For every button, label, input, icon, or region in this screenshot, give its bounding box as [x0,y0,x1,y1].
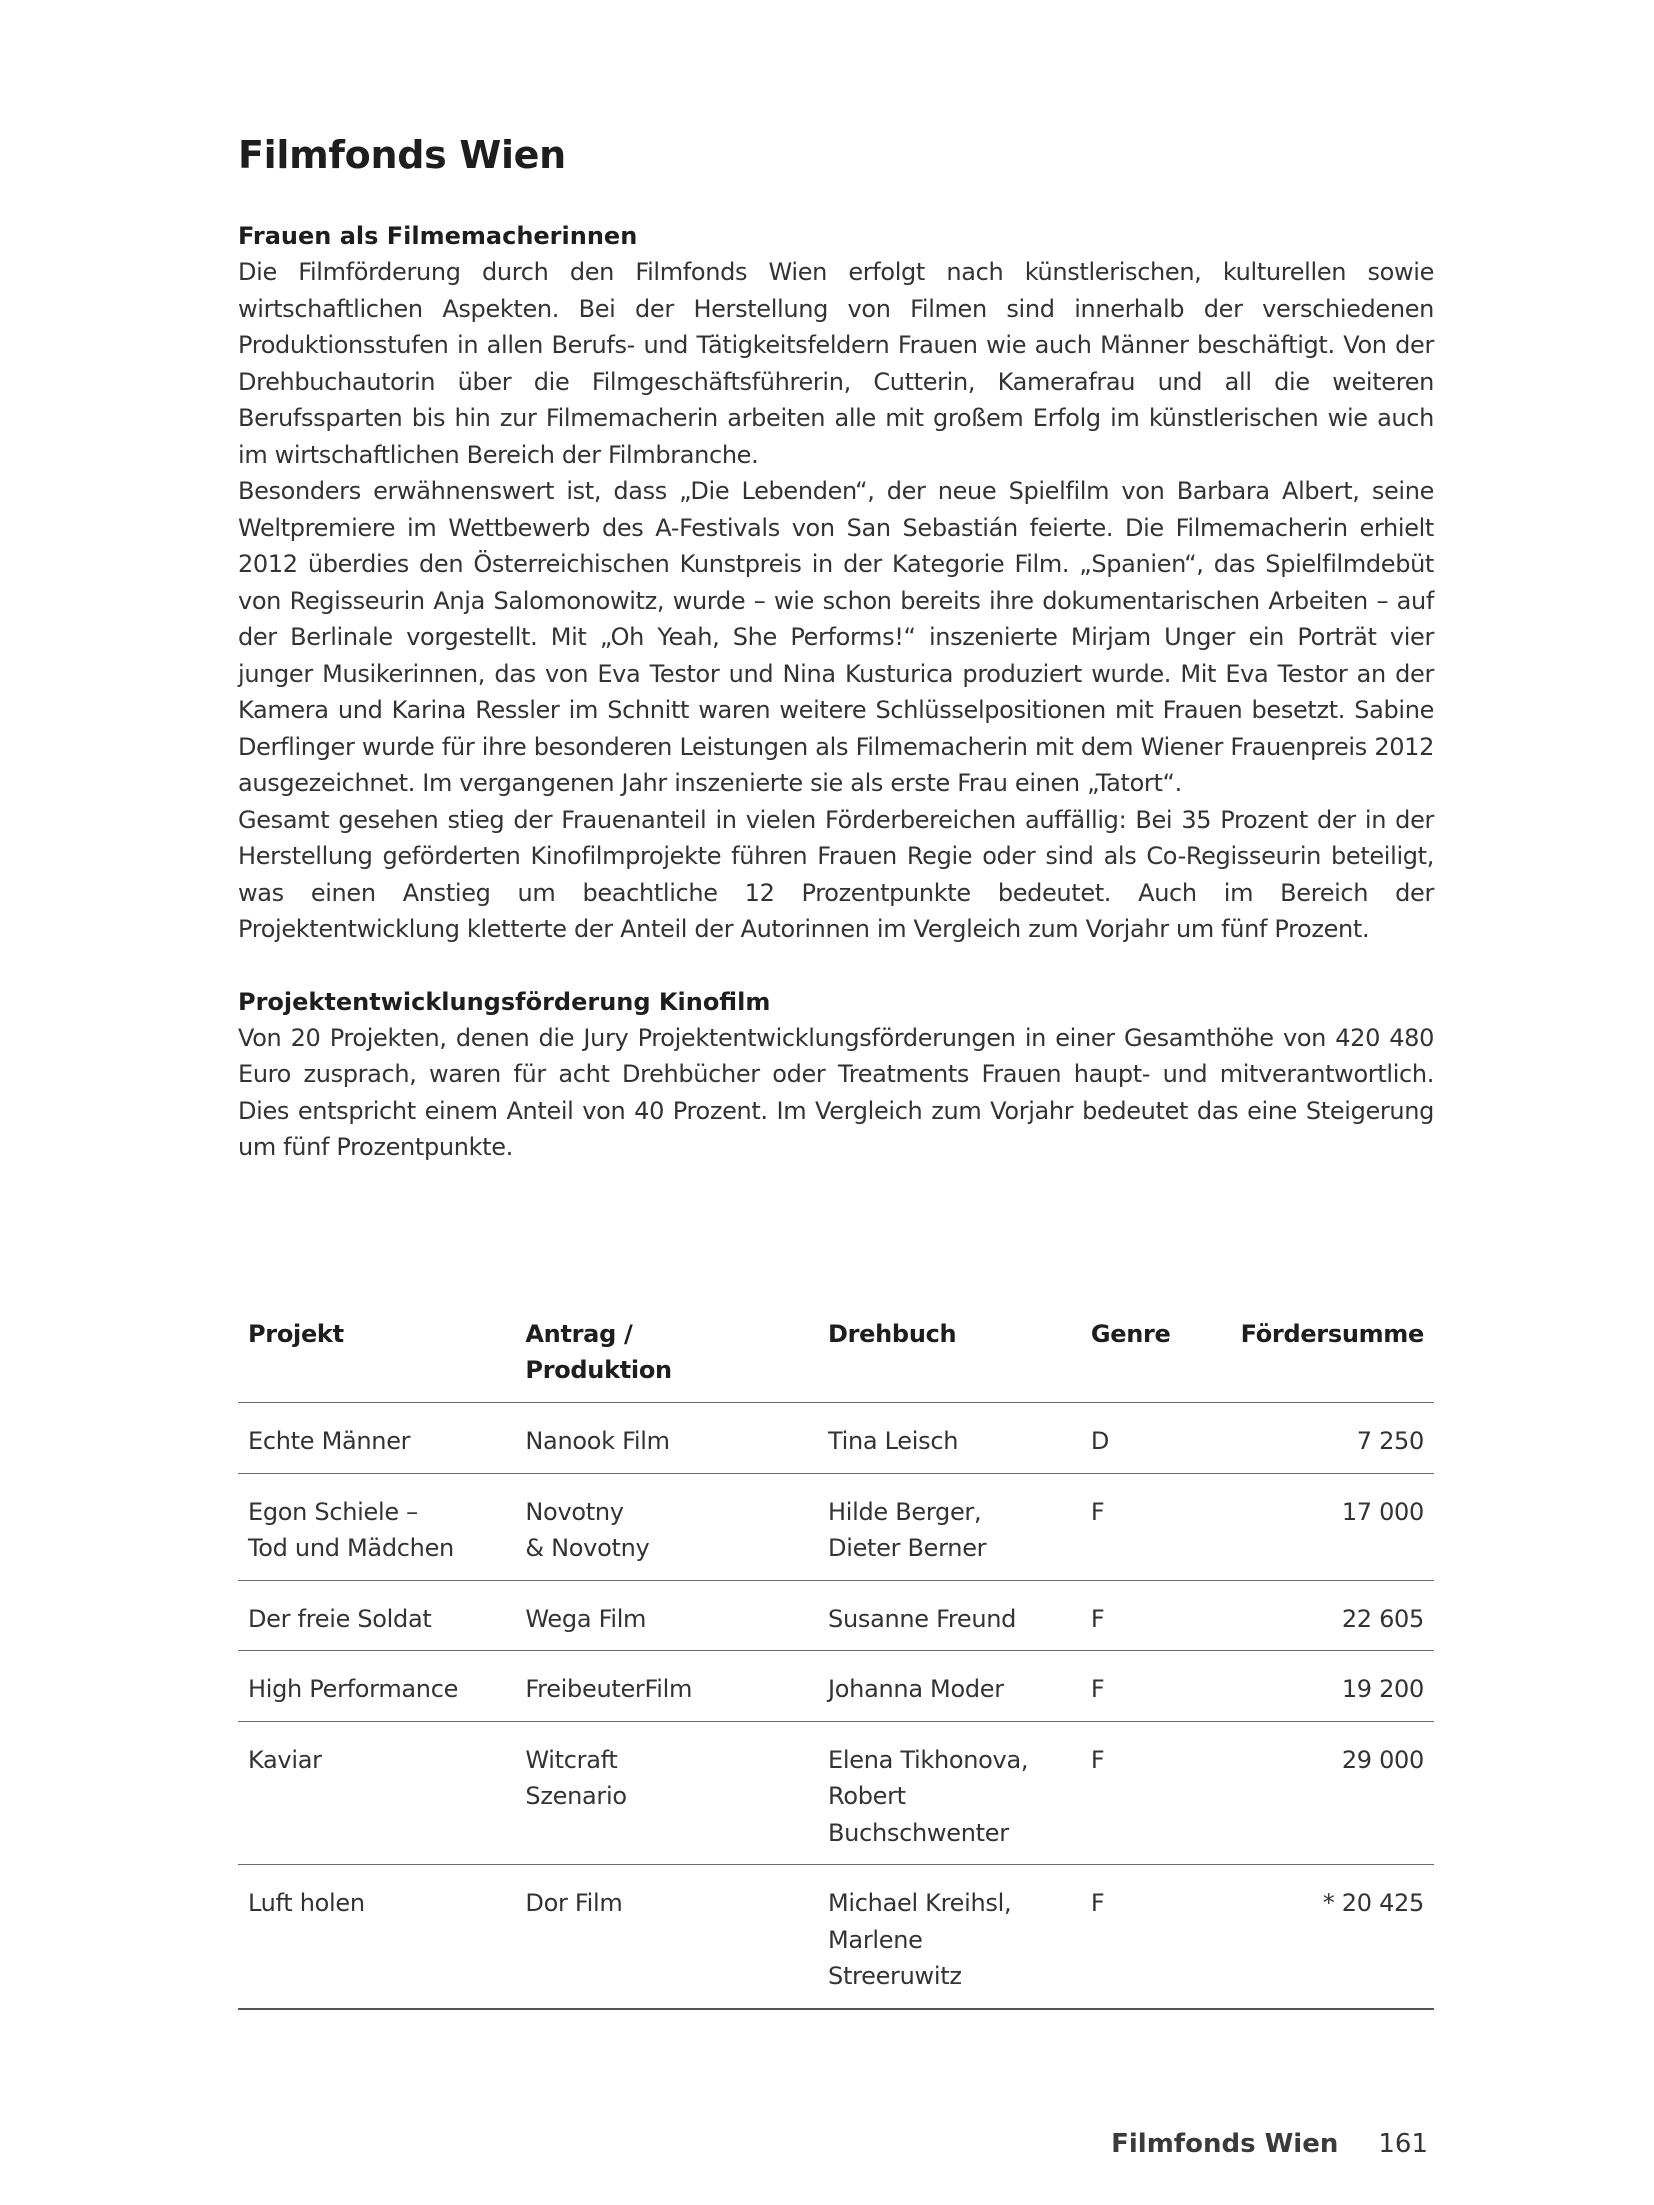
paragraph: Von 20 Projekten, denen die Jury Projektentwicklungsförderungen in einer Gesamthöhe von 420 480 Euro zusprach, waren für acht Drehbücher oder Treatments Frauen haupt- und mitverantwortlich. Dies entspricht einem Anteil von 40 Prozent. Im Vergleich zum Vorjahr bedeutet das eine Steigerung um fünf Prozentpunkte. [238,1023,1434,1161]
column-header-genre: Genre [1081,1300,1231,1403]
table-row [238,1865,1434,2009]
cell-drehbuch: Hilde Berger, Dieter Berner [818,1473,1081,1580]
cell-genre: F [1081,1651,1231,1722]
section-heading: Projektentwicklungsförderung Kinofilm [238,987,771,1016]
cell-projekt: High Performance [238,1651,515,1722]
cell-drehbuch: Susanne Freund [818,1580,1081,1651]
cell-projekt: Echte Männer [238,1403,515,1474]
cell-drehbuch: Johanna Moder [818,1651,1081,1722]
cell-produktion: Dor Film [515,1865,818,2009]
cell-drehbuch: Tina Leisch [818,1403,1081,1474]
cell-genre: F [1081,1865,1231,2009]
cell-drehbuch: Michael Kreihsl, Marlene Streeruwitz [818,1865,1081,2009]
cell-foerdersumme: 17 000 [1231,1473,1434,1580]
column-header-projekt: Projekt [238,1300,515,1403]
page-title: Filmfonds Wien [238,133,566,177]
page-footer [1111,2124,1428,2164]
paragraph: Besonders erwähnenswert ist, dass „Die Lebenden“, der neue Spielfilm von Barbara Albert, seine Weltpremiere im Wettbewerb des A-Festivals von San Sebastián feierte. Die Filmemacherin erhielt 2012 überdies den Österreichischen Kunstpreis in der Kategorie Film. „Spanien“, das Spielfilmdebüt von Regisseurin Anja Salomonowitz, wurde – wie schon bereits ihre dokumentarischen Arbeiten – auf der Berlinale vorgestellt. Mit „Oh Yeah, She Performs!“ inszenierte Mirjam Unger ein Porträt vier junger Musikerinnen, das von Eva Testor und Nina Kusturica produziert wurde. Mit Eva Testor an der Kamera und Karina Ressler im Schnitt waren weitere Schlüsselpositionen mit Frauen besetzt. Sabine Derflinger wurde für ihre besonderen Leistungen als Filmemacherin mit dem Wiener Frauenpreis 2012 ausgezeichnet. Im vergangenen Jahr inszenierte sie als erste Frau einen „Tatort“. [238,477,1434,797]
section-frauen-als-filmemacherinnen [238,218,1434,948]
page-content [238,130,1434,1166]
column-header-antrag-produktion: Antrag / Produktion [515,1300,818,1403]
cell-produktion: Novotny & Novotny [515,1473,818,1580]
cell-produktion: Witcraft Szenario [515,1721,818,1865]
cell-foerdersumme: 19 200 [1231,1651,1434,1722]
cell-projekt: Kaviar [238,1721,515,1865]
column-header-drehbuch: Drehbuch [818,1300,1081,1403]
cell-produktion: Wega Film [515,1580,818,1651]
cell-projekt: Egon Schiele – Tod und Mädchen [238,1473,515,1580]
cell-foerdersumme: 29 000 [1231,1721,1434,1865]
cell-produktion: FreibeuterFilm [515,1651,818,1722]
cell-projekt: Luft holen [238,1865,515,2009]
section-projektentwicklungsfoerderung [238,984,1434,1166]
table-row [238,1403,1434,1474]
column-header-foerdersumme: Fördersumme [1231,1300,1434,1403]
table-row [238,1721,1434,1865]
cell-produktion: Nanook Film [515,1403,818,1474]
funding-table [238,1300,1434,2010]
section-heading: Frauen als Filmemacherinnen [238,222,638,250]
cell-foerdersumme: 7 250 [1231,1403,1434,1474]
cell-projekt: Der freie Soldat [238,1580,515,1651]
cell-genre: F [1081,1721,1231,1865]
table-header-row [238,1300,1434,1403]
cell-drehbuch: Elena Tikhonova, Robert Buchschwenter [818,1721,1081,1865]
cell-foerdersumme: * 20 425 [1231,1865,1434,2009]
cell-genre: F [1081,1473,1231,1580]
table-row [238,1473,1434,1580]
table-row [238,1580,1434,1651]
paragraph: Die Filmförderung durch den Filmfonds Wien erfolgt nach künstlerischen, kulturellen sowie wirtschaftlichen Aspekten. Bei der Herstellung von Filmen sind innerhalb der verschiedenen Produktionsstufen in allen Berufs- und Tätigkeitsfeldern Frauen wie auch Männer beschäftigt. Von der Drehbuchautorin über die Filmgeschäftsführerin, Cutterin, Kamerafrau und all die weiteren Berufssparten bis hin zur Filmemacherin arbeiten alle mit großem Erfolg im künstlerischen wie auch im wirtschaftlichen Bereich der Filmbranche. [238,258,1434,469]
paragraph: Gesamt gesehen stieg der Frauenanteil in vielen Förderbereichen auffällig: Bei 35 Prozent der in der Herstellung geförderten Kinofilmprojekte führen Frauen Regie oder sind als Co-Regisseurin beteiligt, was einen Anstieg um beachtliche 12 Prozentpunkte bedeutet. Auch im Bereich der Projektentwicklung kletterte der Anteil der Autorinnen im Vergleich zum Vorjahr um fünf Prozent. [238,805,1434,943]
cell-foerdersumme: 22 605 [1231,1580,1434,1651]
table-row [238,1651,1434,1722]
page-number: 161 [1378,2129,1428,2159]
cell-genre: F [1081,1580,1231,1651]
footer-section-label: Filmfonds Wien [1111,2129,1339,2159]
cell-genre: D [1081,1403,1231,1474]
